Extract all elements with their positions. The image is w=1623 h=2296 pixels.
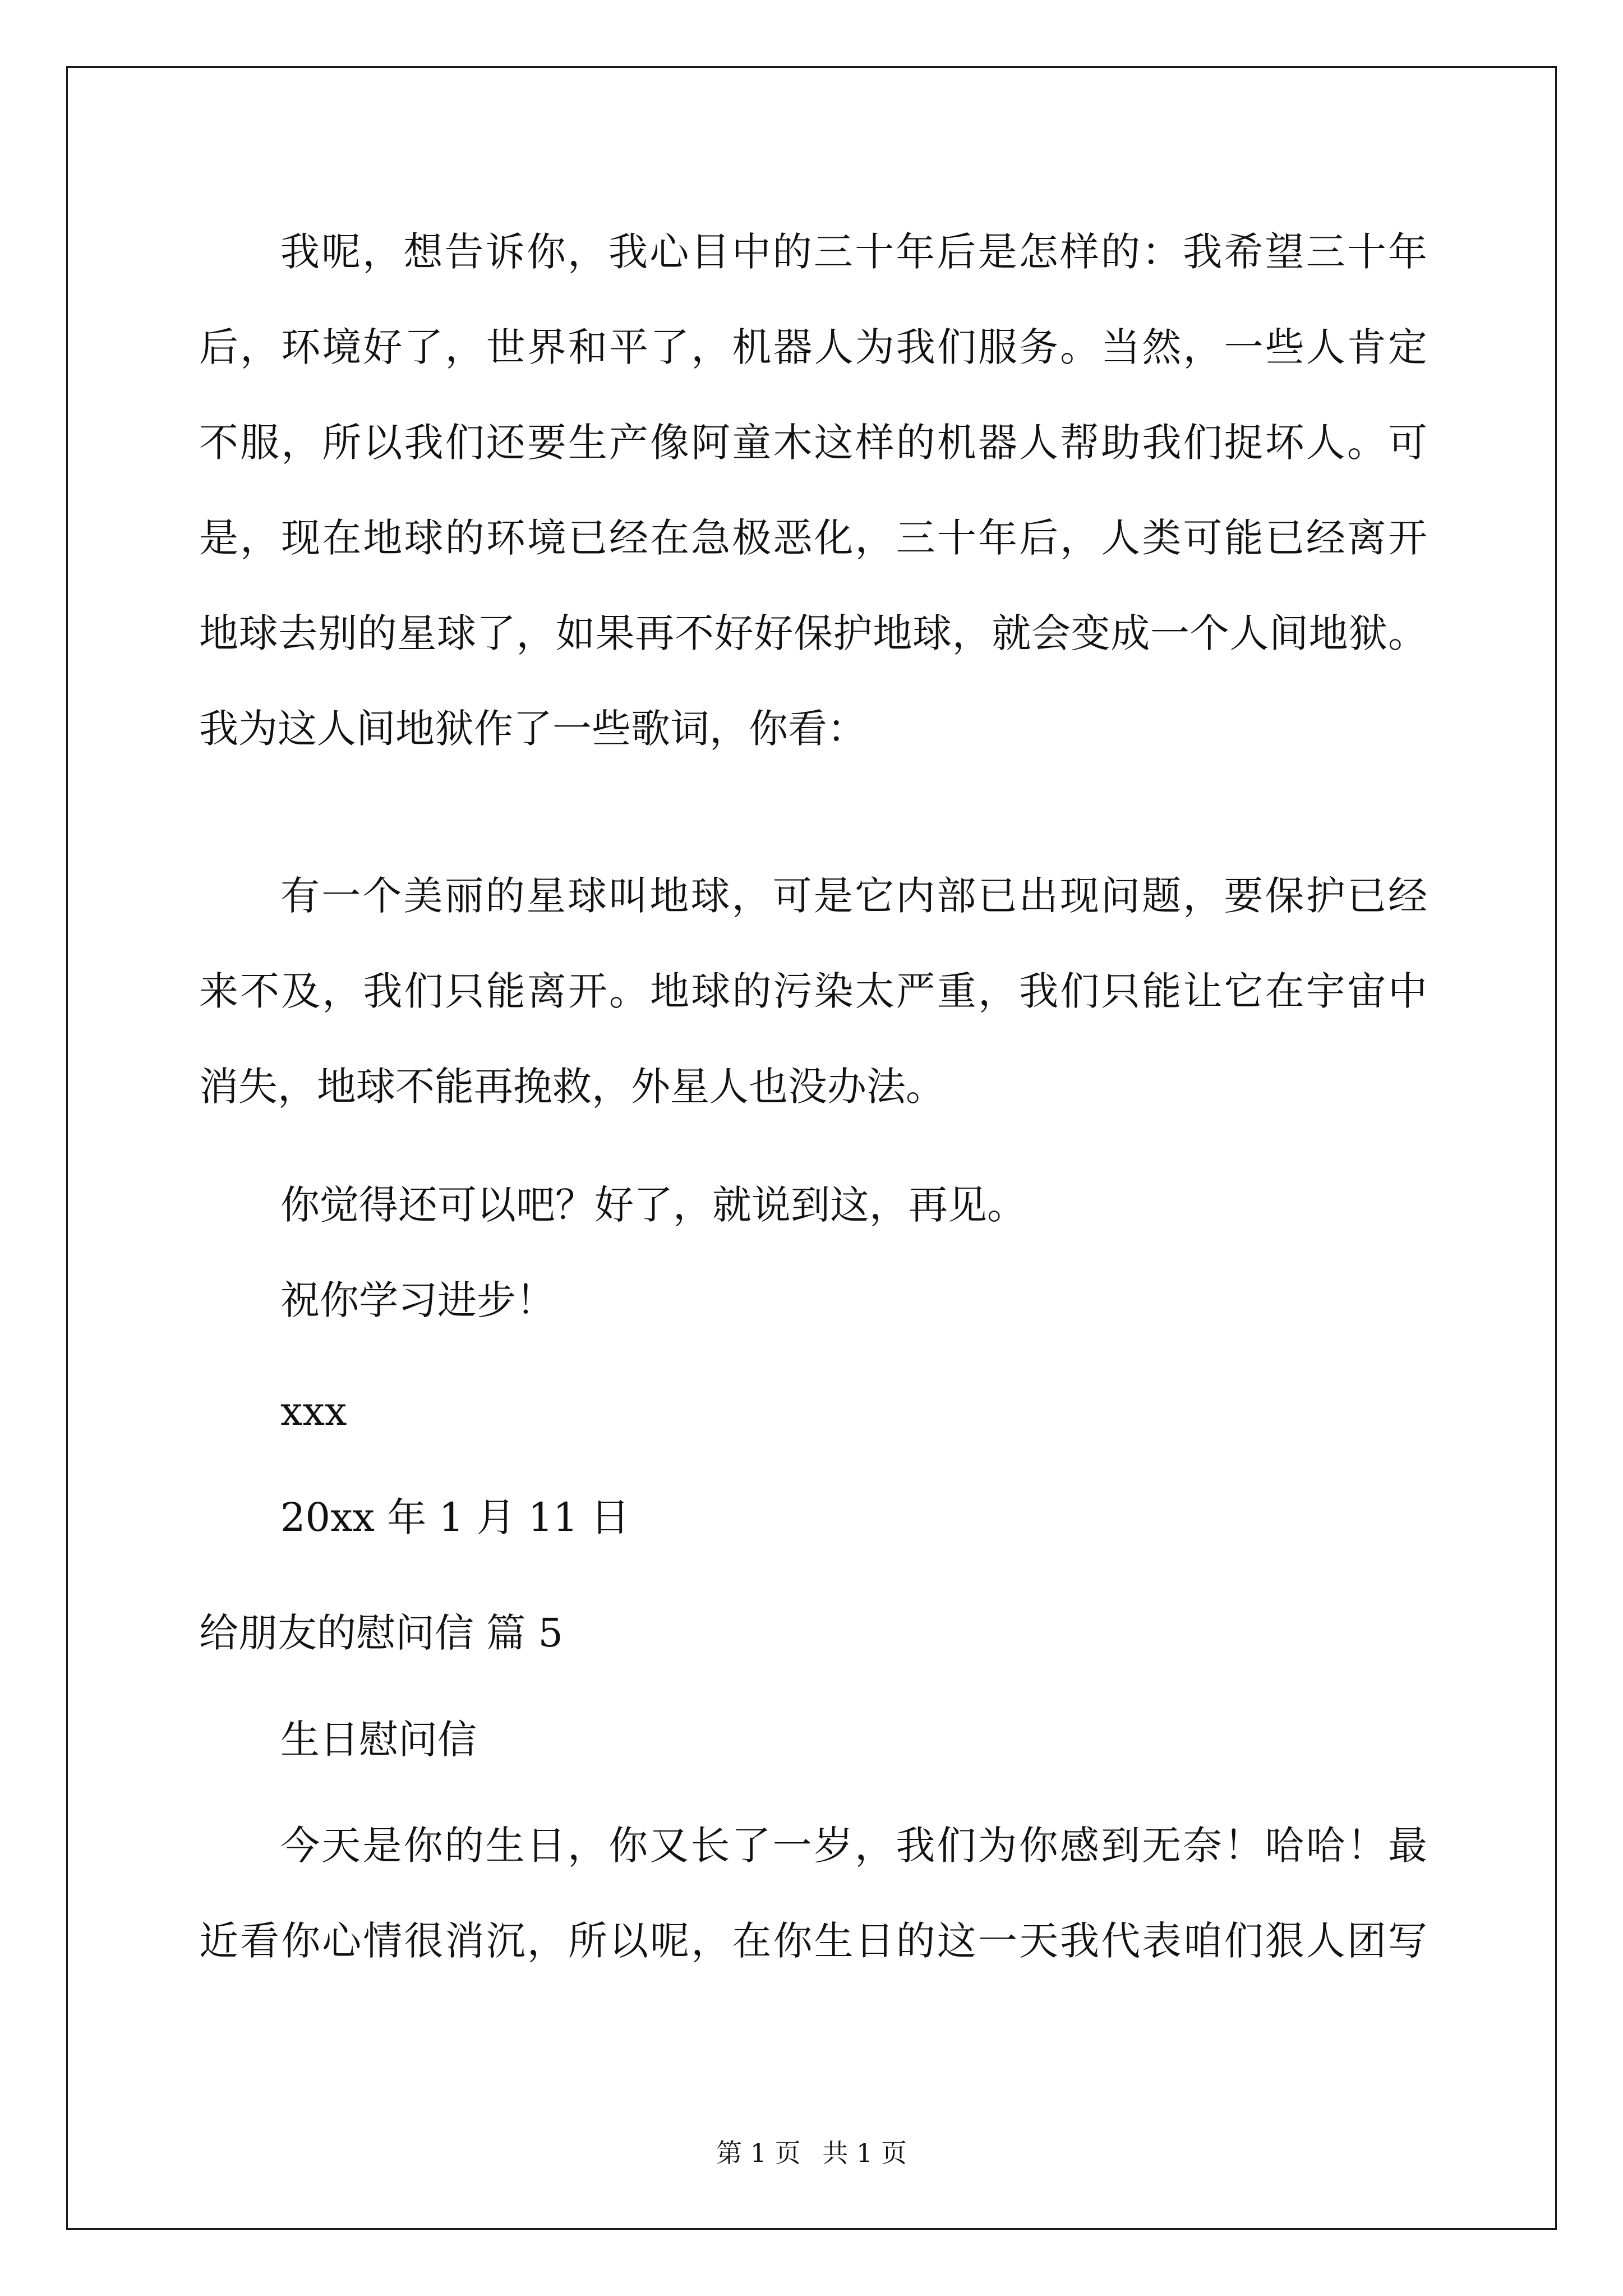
page-border: [66, 66, 1557, 2230]
body-line: 祝你学习进步！: [280, 1277, 555, 1323]
body-line: 我呢，想告诉你，我心目中的三十年后是怎样的：我希望三十年: [280, 229, 1427, 275]
body-line: 近看你心情很消沉，所以呢，在你生日的这一天我代表咱们狠人团写: [199, 1918, 1427, 1964]
body-line: 今天是你的生日，你又长了一岁，我们为你感到无奈！哈哈！最: [280, 1823, 1427, 1869]
section-heading: 给朋友的慰问信 篇 5: [199, 1610, 564, 1656]
page-total: 共 1 页: [822, 2138, 907, 2168]
body-line: 后，环境好了，世界和平了，机器人为我们服务。当然，一些人肯定: [199, 324, 1427, 370]
body-line: 我为这人间地狱作了一些歌词，你看：: [199, 706, 866, 752]
body-line: 消失，地球不能再挽救，外星人也没办法。: [199, 1064, 945, 1110]
body-line: 是，现在地球的环境已经在急极恶化，三十年后，人类可能已经离开: [199, 515, 1427, 561]
page-number: 第 1 页: [716, 2138, 801, 2168]
page-footer: [0, 2133, 1623, 2170]
subheading: 生日慰问信: [280, 1717, 477, 1763]
date-line: 20xx 年 1 月 11 日: [280, 1494, 630, 1540]
body-line: 不服，所以我们还要生产像阿童木这样的机器人帮助我们捉坏人。可: [199, 420, 1427, 466]
body-line: 有一个美丽的星球叫地球，可是它内部已出现问题，要保护已经: [280, 873, 1427, 919]
signature: xxx: [280, 1388, 347, 1434]
body-line: 来不及，我们只能离开。地球的污染太严重，我们只能让它在宇宙中: [199, 968, 1427, 1014]
body-line: 你觉得还可以吧？好了，就说到这，再见。: [280, 1182, 1026, 1228]
body-line: 地球去别的星球了，如果再不好好保护地球，就会变成一个人间地狱。: [199, 610, 1427, 656]
